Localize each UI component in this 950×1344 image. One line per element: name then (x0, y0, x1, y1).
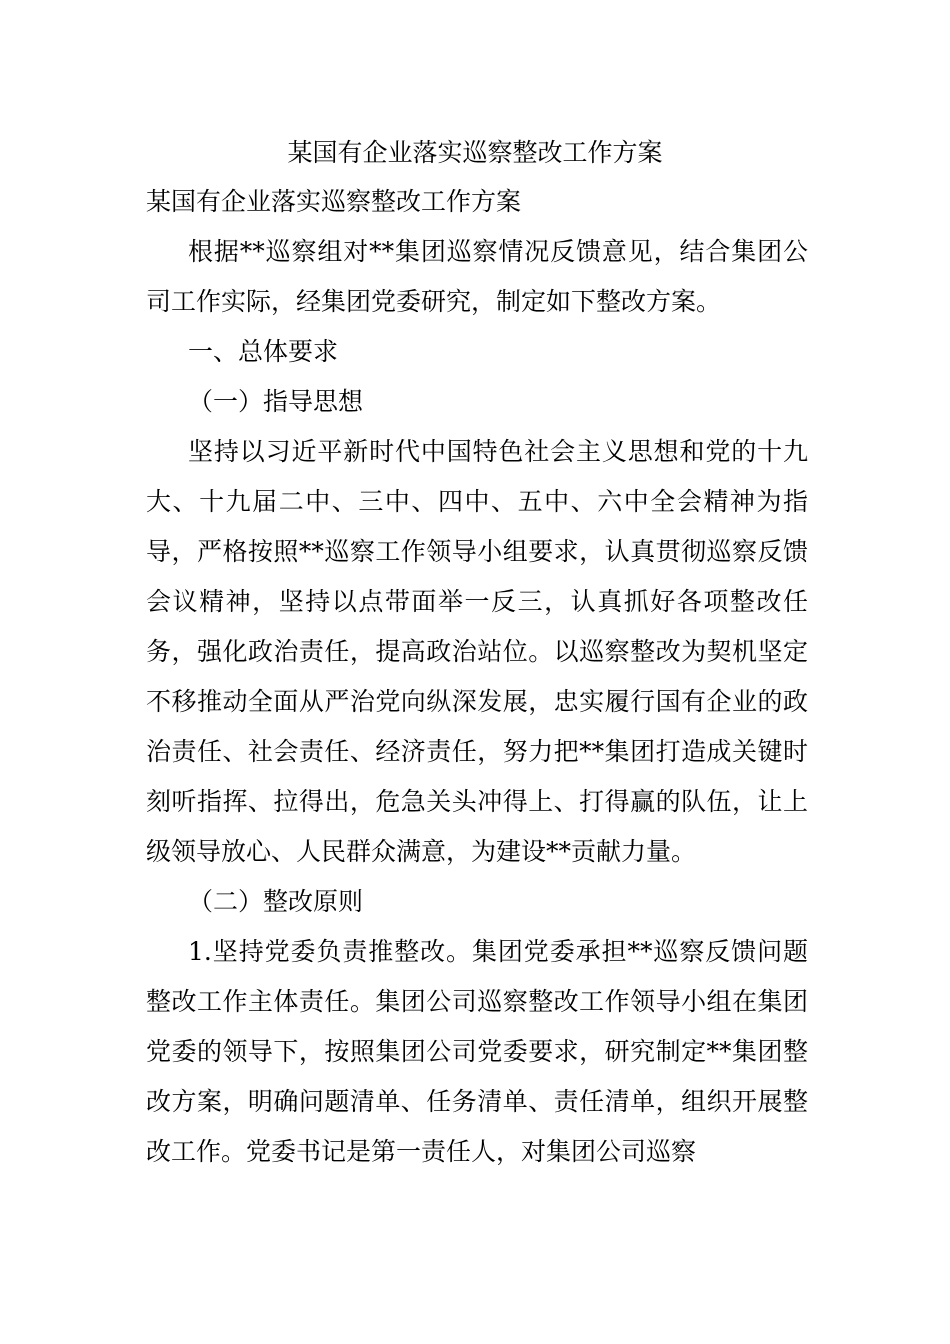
subsection-heading-rectification-principles: （二）整改原则 (188, 887, 364, 916)
principle-item-1-paragraph: 1.坚持党委负责推整改。集团党委承担**巡察反馈问题整改工作主体责任。集团公司巡察整改工作领导小组在集团党委的领导下，按照集团公司党委要求，研究制定**集团整改方案，明确问题清单、任务清单、责任清单，组织开展整改工作。党委书记是第一责任人，对集团公司巡察 (146, 937, 808, 1166)
section-heading-general-requirements: 一、总体要求 (188, 337, 339, 366)
intro-paragraph: 根据**巡察组对**集团巡察情况反馈意见，结合集团公司工作实际，经集团党委研究，制定如下整改方案。 (146, 237, 808, 316)
document-subtitle: 某国有企业落实巡察整改工作方案 (146, 187, 522, 216)
subsection-heading-guiding-ideology: （一）指导思想 (188, 387, 364, 416)
document-body (146, 177, 808, 1177)
document-title: 某国有企业落实巡察整改工作方案 (287, 138, 663, 167)
guiding-ideology-paragraph: 坚持以习近平新时代中国特色社会主义思想和党的十九大、十九届二中、三中、四中、五中、六中全会精神为指导，严格按照**巡察工作领导小组要求，认真贯彻巡察反馈会议精神，坚持以点带面举一反三，认真抓好各项整改任务，强化政治责任，提高政治站位。以巡察整改为契机坚定不移推动全面从严治党向纵深发展，忠实履行国有企业的政治责任、社会责任、经济责任，努力把**集团打造成关键时刻听指挥、拉得出，危急关头冲得上、打得赢的队伍，让上级领导放心、人民群众满意，为建设**贡献力量。 (146, 437, 808, 866)
